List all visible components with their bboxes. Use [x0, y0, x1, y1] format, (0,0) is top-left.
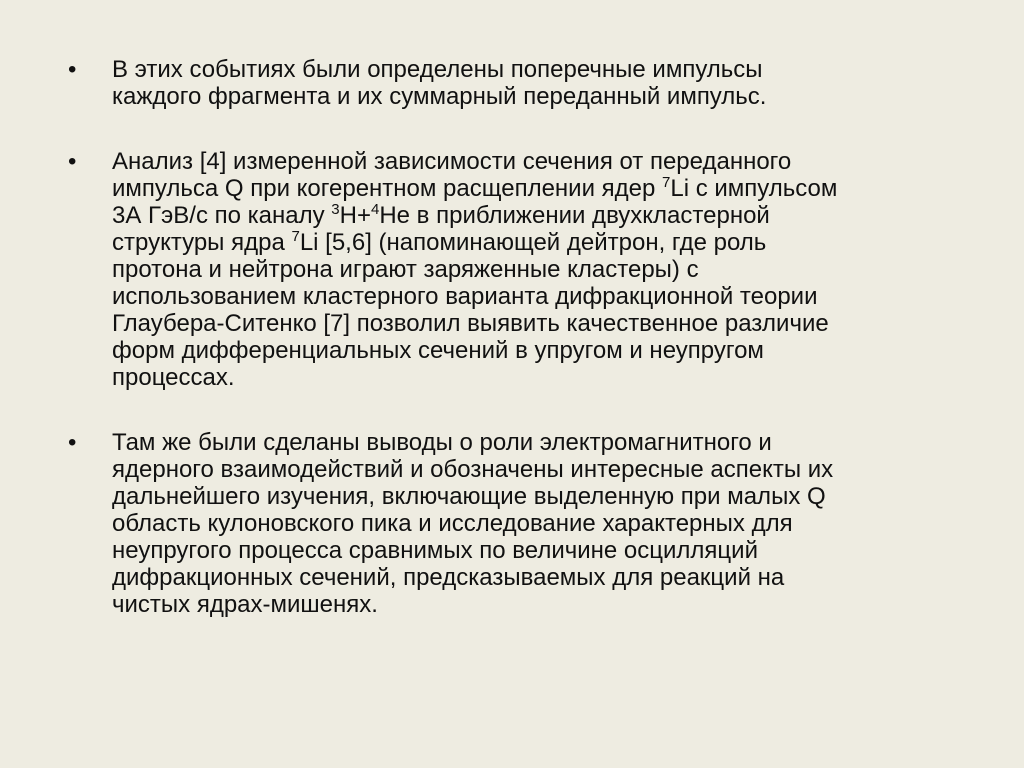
text-line: чистых ядрах-мишенях.: [112, 591, 378, 618]
text-line: область кулоновского пика и исследование характерных для: [112, 510, 793, 537]
text-line: [112, 202, 964, 229]
text-segment: структуры ядра: [112, 229, 292, 256]
text-segment: импульса Q при когерентном расщеплении ядер: [112, 175, 663, 202]
text-line: протона и нейтрона играют заряженные кластеры) с: [112, 256, 699, 283]
bullet-dot-icon: •: [68, 148, 77, 175]
text-line: В этих событиях были определены поперечные импульсы: [112, 56, 763, 83]
bullet-item-1: [68, 56, 964, 110]
text-segment: 3А ГэВ/с по каналу: [112, 202, 332, 229]
bullet-dot-icon: •: [68, 429, 77, 456]
bullet-dot-icon: •: [68, 56, 77, 83]
text-segment: He в приближении двухкластерной: [379, 202, 770, 229]
text-line: [112, 175, 964, 202]
text-line: дифракционных сечений, предсказываемых для реакций на: [112, 564, 785, 591]
text-line: Анализ [4] измеренной зависимости сечения от переданного: [112, 148, 792, 175]
superscript: 3: [331, 201, 340, 218]
text-segment: Li с импульсом: [670, 175, 838, 202]
text-segment: H+: [339, 202, 371, 229]
text-line: каждого фрагмента и их суммарный переданный импульс.: [112, 83, 767, 110]
text-segment: Li [5,6] (напоминающей дейтрон, где роль: [299, 229, 767, 256]
text-line: процессах.: [112, 364, 235, 391]
text-line: Глаубера-Ситенко [7] позволил выявить качественное различие: [112, 310, 829, 337]
bullet-item-3: [68, 429, 964, 618]
text-line: Там же были сделаны выводы о роли электромагнитного и: [112, 429, 772, 456]
bullet-list: [68, 56, 964, 618]
text-line: неупругого процесса сравнимых по величине осцилляций: [112, 537, 758, 564]
superscript: 7: [291, 228, 300, 245]
text-line: ядерного взаимодействий и обозначены интересные аспекты их: [112, 456, 834, 483]
text-line: [112, 229, 964, 256]
bullet-item-2: [68, 148, 964, 391]
text-line: форм дифференциальных сечений в упругом и неупругом: [112, 337, 764, 364]
text-line: дальнейшего изучения, включающие выделенную при малых Q: [112, 483, 826, 510]
superscript: 7: [662, 174, 671, 191]
superscript: 4: [370, 201, 380, 218]
text-line: использованием кластерного варианта дифракционной теории: [112, 283, 818, 310]
